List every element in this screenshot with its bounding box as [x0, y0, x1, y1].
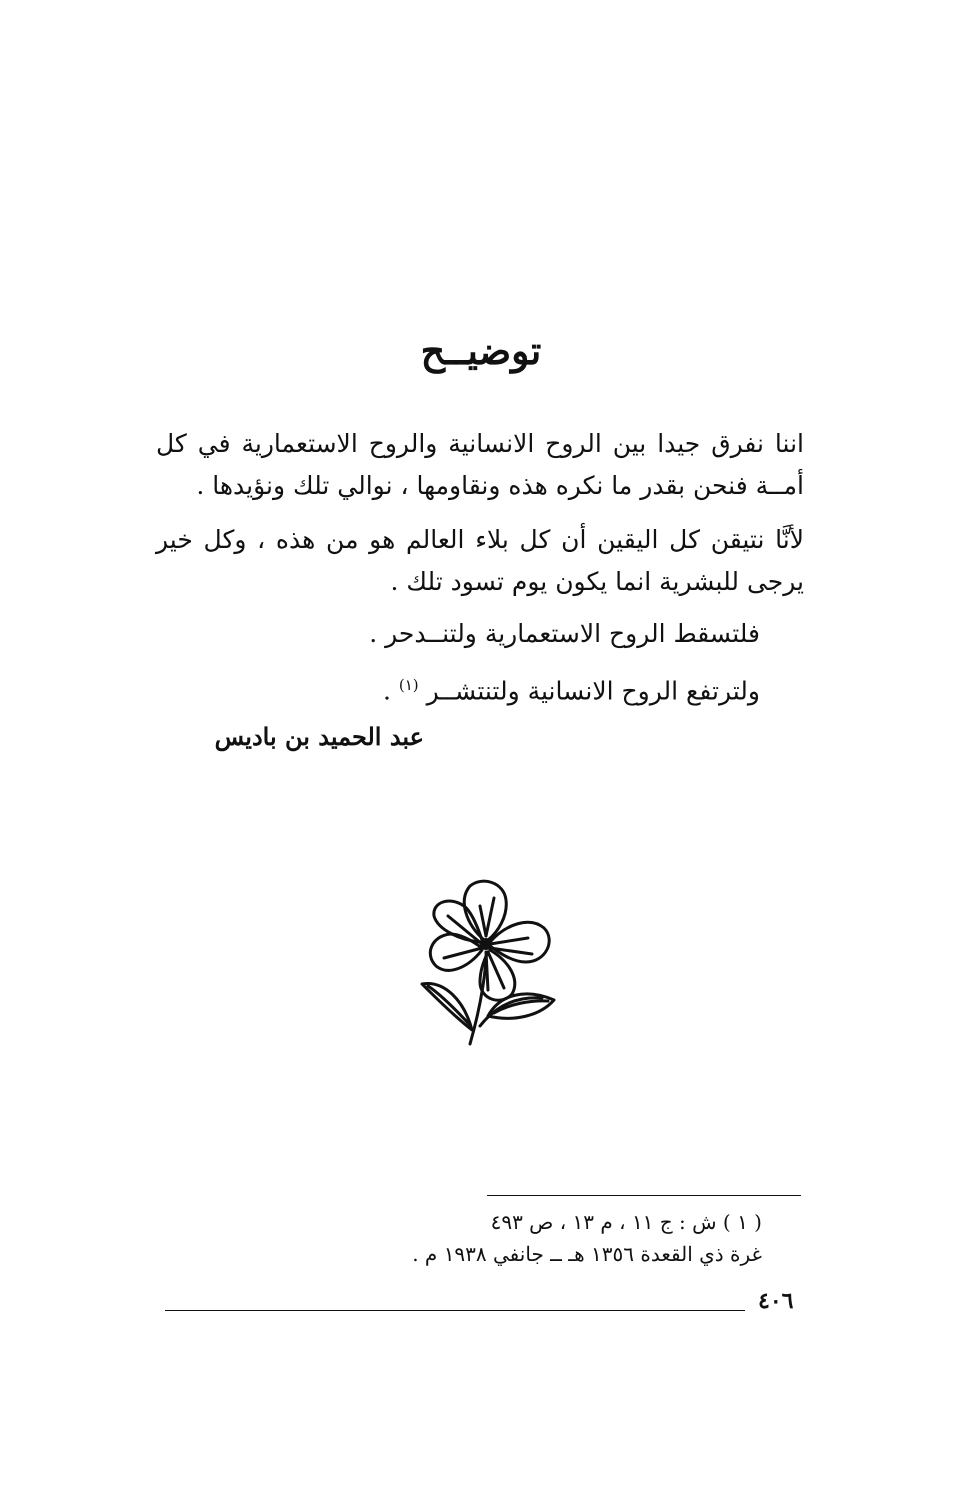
paragraph-1: اننا نفرق جيدا بين الروح الانسانية والروح الاستعمارية في كل أمــة فنحن بقدر ما نكره هذه ونقاومها ، نوالي تلك ونؤيدها .: [156, 429, 804, 500]
footnote-marker: (١): [398, 676, 419, 694]
slogan-line-2: [156, 664, 760, 712]
footnote-date: غرة ذي القعدة ١٣٥٦ هـ ــ جانفي ١٩٣٨ م .: [412, 1242, 762, 1266]
page-number: ٤٠٦: [758, 1288, 794, 1314]
slogan-line-1: فلتسقط الروح الاستعمارية ولتنــدحر .: [369, 619, 760, 648]
flower-ornament-icon: [414, 876, 559, 1048]
page-title: توضيــح: [420, 328, 542, 373]
slogan-line-2-end: .: [382, 676, 391, 706]
footnote-divider: [487, 1195, 801, 1196]
slogan-line-2-text: ولترتفع الروح الانسانية ولتنتشــر: [426, 676, 760, 706]
footnote-source: ( ١ ) ش : ج ١١ ، م ١٣ ، ص ٤٩٣: [490, 1210, 762, 1234]
page-number-divider: [165, 1310, 745, 1311]
paragraph-2: لأنَّا نتيقن كل اليقين أن كل بلاء العالم هو من هذه ، وكل خير يرجى للبشرية انما يكون يوم تسود تلك .: [156, 525, 804, 596]
author-signature: عبد الحميد بن باديس: [214, 722, 424, 751]
